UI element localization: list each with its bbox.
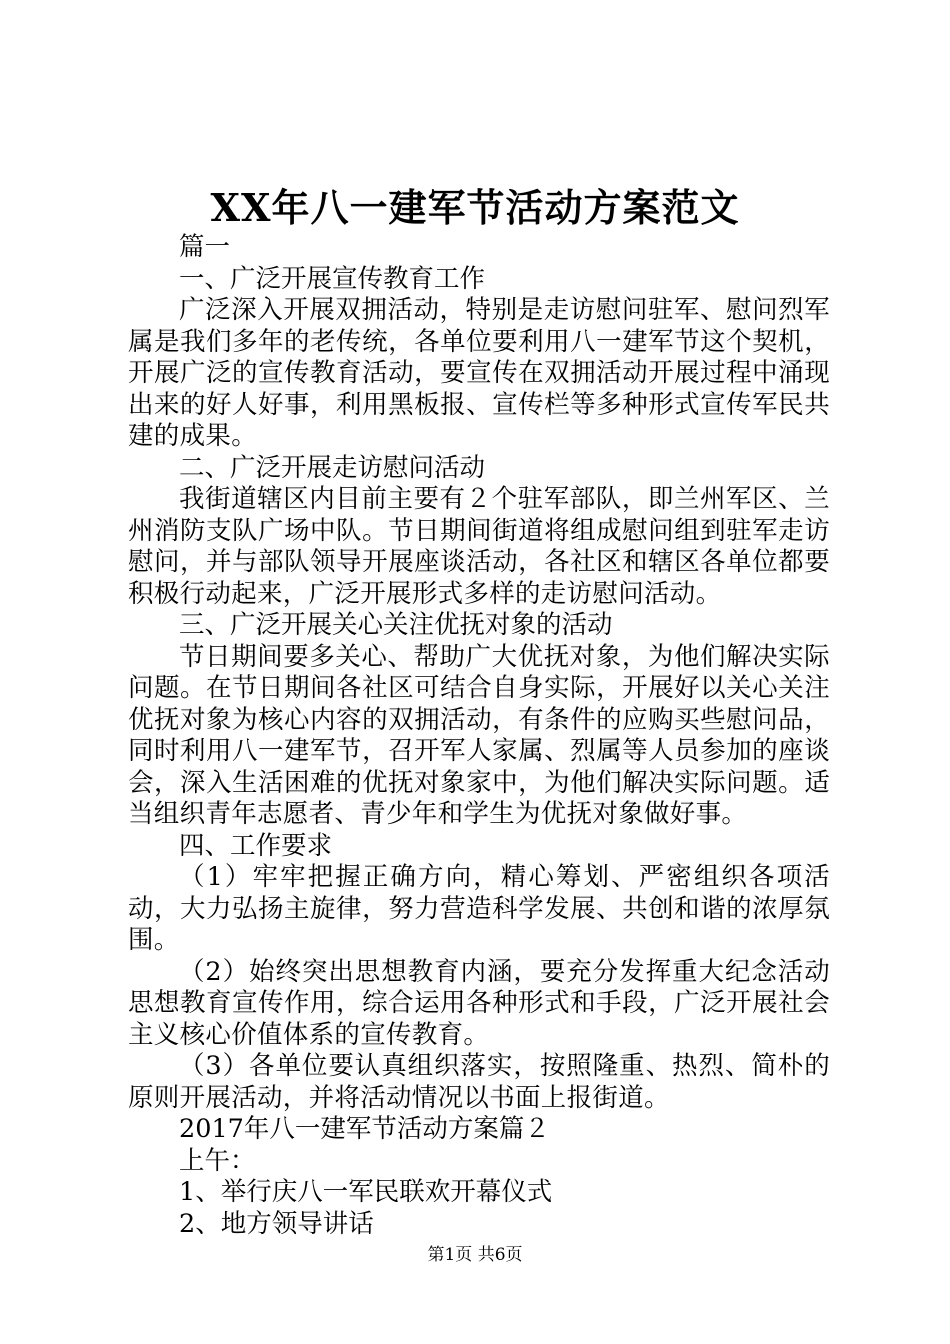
section-heading: 2017年八一建军节活动方案篇２ <box>179 1114 550 1144</box>
section-heading: 2、地方领导讲话 <box>179 1208 374 1239</box>
document-body <box>128 232 830 1240</box>
section-heading: 四、工作要求 <box>179 830 333 861</box>
body-paragraph: （1）牢牢把握正确方向，精心筹划、严密组织各项活动，大力弘扬主旋律，努力营造科学发展、共创和谐的浓厚氛围。 <box>128 862 830 955</box>
section-heading: 上午： <box>179 1145 256 1176</box>
body-paragraph: （2）始终突出思想教育内涵，要充分发挥重大纪念活动思想教育宣传作用，综合运用各种形式和手段，广泛开展社会主义核心价值体系的宣传教育。 <box>128 956 830 1050</box>
body-paragraph: （3）各单位要认真组织落实，按照隆重、热烈、简朴的原则开展活动，并将活动情况以书面上报街道。 <box>128 1051 830 1113</box>
section-heading: 三、广泛开展关心关注优抚对象的活动 <box>179 610 613 640</box>
body-paragraph: 节日期间要多关心、帮助广大优抚对象，为他们解决实际问题。在节日期间各社区可结合自身实际，开展好以关心关注优抚对象为核心内容的双拥活动，有条件的应购买些慰问品，同时利用八一建军节，召开军人家属、烈属等人员参加的座谈会，深入生活困难的优抚对象家中，为他们解决实际问题。适当组织青年志愿者、青少年和学生为优抚对象做好事。 <box>128 641 830 829</box>
page-footer: 第1页 共6页 <box>427 1245 523 1265</box>
section-heading: 二、广泛开展走访慰问活动 <box>179 452 486 483</box>
section-heading: 篇一 <box>179 232 231 262</box>
document-title: XX年八一建军节活动方案范文 <box>210 185 740 230</box>
body-paragraph: 我街道辖区内目前主要有２个驻军部队，即兰州军区、兰州消防支队广场中队。节日期间街道将组成慰问组到驻军走访慰问，并与部队领导开展座谈活动，各社区和辖区各单位都要积极行动起来，广泛开展形式多样的走访慰问活动。 <box>128 484 830 609</box>
section-heading: 一、广泛开展宣传教育工作 <box>179 263 486 294</box>
section-heading: 1、举行庆八一军民联欢开幕仪式 <box>179 1177 553 1207</box>
body-paragraph: 广泛深入开展双拥活动，特别是走访慰问驻军、慰问烈军属是我们多年的老传统，各单位要利用八一建军节这个契机，开展广泛的宣传教育活动，要宣传在双拥活动开展过程中涌现出来的好人好事，利用黑板报、宣传栏等多种形式宣传军民共建的成果。 <box>128 295 830 451</box>
